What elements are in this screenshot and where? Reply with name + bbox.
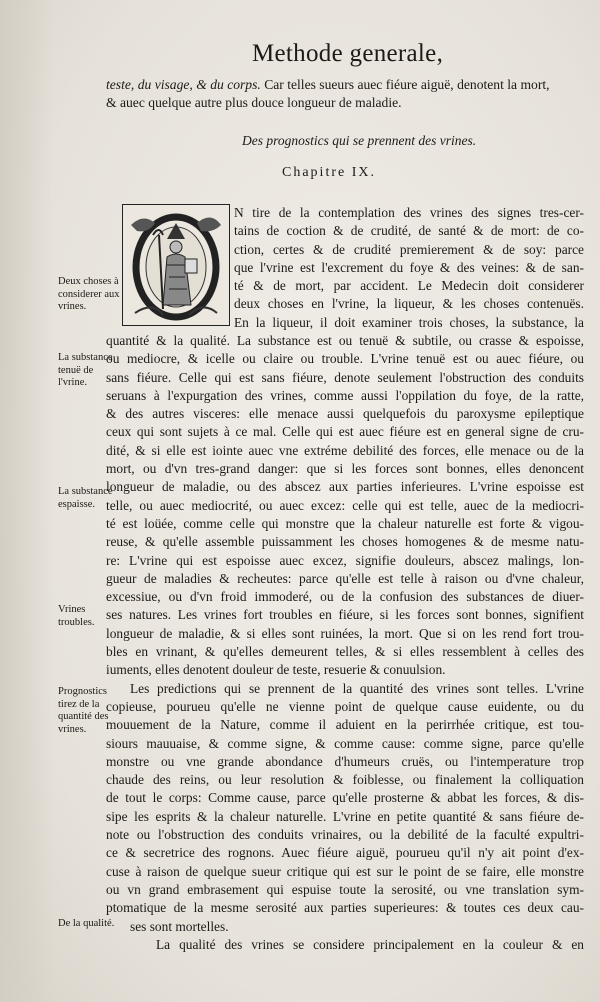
text-line: mort, ou d'vn tres-grand danger: que si les forces sont bonnes, elles denoncent: [106, 461, 584, 477]
text-line: En la liqueur, il doit examiner trois choses, la substance, la: [234, 314, 584, 330]
intro-italic: teste, du visage, & du corps.: [106, 77, 261, 92]
margin-note: Prognostics tirez de la quantité des vrines.: [58, 686, 109, 735]
text-line: copieuse, pourueu qu'elle ne vienne point de quelque cause euidente, ou du: [106, 698, 584, 714]
text-line: tains de coction & de crudité, de santé & de mort: de co-: [234, 223, 584, 239]
margin-note: Deux choses à considerer aux vrines.: [58, 276, 120, 312]
text-line: re: L'vrine qui est espoisse auec excez, signifie douleurs, abscez malings, lon-: [106, 552, 584, 568]
text-line: que l'vrine est l'excrement du foye & des veines: & de san-: [234, 259, 584, 275]
text-line: ce & secretrice des rognons. Auec fiéure aiguë, pourueu qu'il n'y ait point d'ex-: [106, 845, 584, 861]
text-line: excessiue, ou d'vn froid immoderé, ou de la confusion des substances de diuer-: [106, 589, 584, 605]
text-line: té est loüée, comme celle qui monstre que la chaleur naturelle est forte & vigou-: [106, 515, 584, 531]
text-line: ptomatique de la mesme serosité aux parties superieures: & toutes ces deux cau-: [106, 900, 584, 916]
text-line: ses sont mortelles.: [130, 918, 229, 934]
text-line: dité, & si elle est iointe auec vne extréme debilité des forces, elle menace ou de la: [106, 442, 584, 458]
text-line: quantité & la qualité. La substance est ou tenuë & subtile, ou crasse & espoisse,: [106, 333, 584, 348]
text-line: siours mauuaise, & comme signe, & comme cause: comme signe, parce qu'elle: [106, 735, 584, 751]
text-line: ou vn grand embrasement qui espuise toute la serosité, ou vne translation sym-: [106, 881, 584, 897]
text-line: longueur de maladie, & si elles sont ruinées, la mort. Que si on les rend fort trou-: [106, 625, 584, 641]
margin-note: Vrines troubles.: [58, 604, 95, 628]
opening-paragraph: [106, 204, 584, 332]
running-title: Methode generale,: [252, 40, 444, 67]
text-line: note ou l'obstruction des conduits vrinaires, ou la debilité de la faculté expultri-: [106, 827, 584, 843]
text-line: ction, certes & de crudité premierement & de soy: parce: [234, 241, 584, 257]
section-title: Des prognostics qui se prennent des vrines.: [242, 133, 477, 148]
text-line: & des autres visceres: elle menace aussi quelquefois du paroxysme epileptique: [106, 406, 584, 422]
intro-rest: Car telles sueurs auec fiéure aiguë, denotent la mort,: [260, 77, 550, 92]
margin-note: La substance tenuë de l'vrine.: [58, 352, 113, 388]
text-line: ceux qui sont sujets à ce mal. Celle qui est auec fiéure est en general signe de cru-: [106, 424, 584, 440]
text-line: ou mediocre, & icelle ou claire ou trouble. L'vrine tenuë est ou auec fiéure, ou: [106, 351, 584, 367]
text-line: telle, ou auec mediocrité, ou auec excez: celle qui est telle, auec de la mediocri-: [106, 497, 584, 513]
text-line: reuse, & qu'elle assemble puissamment les choses homogenes & de mesme natu-: [106, 534, 584, 550]
text-line: deux choses en l'vrine, la liqueur, & les choses contenuës.: [234, 296, 584, 312]
text-line: té & de mort, par accident. Le Medecin doit considerer: [234, 278, 584, 294]
chapter-title: Chapitre IX.: [282, 165, 376, 180]
text-line: longueur de maladie, ou des abscez aux parties inferieures. L'vrine espoisse est: [106, 479, 584, 495]
text-line: de tout le corps: Comme cause, parce qu'elle prosterne & abbat les forces, & dis-: [106, 790, 584, 806]
text-line: mouuement de la Nature, comme il aduient en la perirrhée critique, est tou-: [106, 717, 584, 733]
text-line: monstre ou vne grande abondance d'humeurs cruës, ou l'intemperature trop: [106, 753, 584, 769]
text-line: La qualité des vrines se considere principalement en la couleur & en: [156, 936, 584, 952]
text-line: cuse à raison de quelque sueur critique qui est sur le point de se faire, elle monstre: [106, 863, 584, 879]
margin-note: De la qualité.: [58, 918, 115, 929]
body-text: [106, 332, 584, 954]
text-line: ses natures. Les vrines fort troubles en fiéure, si les forces sont bonnes, signifient: [106, 607, 584, 623]
text-line: chaude des reins, ou leur resolution & foiblesse, ou finalement la colliquation: [106, 772, 584, 788]
text-line: N tire de la contemplation des vrines des signes tres-cer-: [234, 205, 584, 220]
intro-line-1: [106, 76, 550, 94]
text-line: gueur de maladies & recheutes: parce qu'elle est telle à raison ou d'vne chaleur,: [106, 570, 584, 586]
text-line: sipe les esprits & la chaleur naturelle. L'vrine en petite quantité & sans fiéure de-: [106, 808, 584, 824]
text-line: Les predictions qui se prennent de la quantité des vrines sont telles. L'vrine: [130, 680, 584, 696]
text-line: seruans à l'expurgation des vrines, comme aussi l'oppilation du foye, de la ratte,: [106, 387, 584, 403]
text-line: iuments, elles denotent douleur de teste, resuerie & conuulsion.: [106, 662, 446, 678]
text-line: sans fiéure. Celle qui est sans fiéure, denote seulement l'obstruction des conduits: [106, 369, 584, 385]
page-gutter-shadow: [0, 0, 54, 1002]
margin-note: La substance espaisse.: [58, 486, 113, 510]
intro-line-2: & auec quelque autre plus douce longueur de maladie.: [106, 95, 402, 110]
text-line: bles en vrinant, & qu'elles demeurent telles, & si elles ressemblent à celles des: [106, 644, 584, 660]
